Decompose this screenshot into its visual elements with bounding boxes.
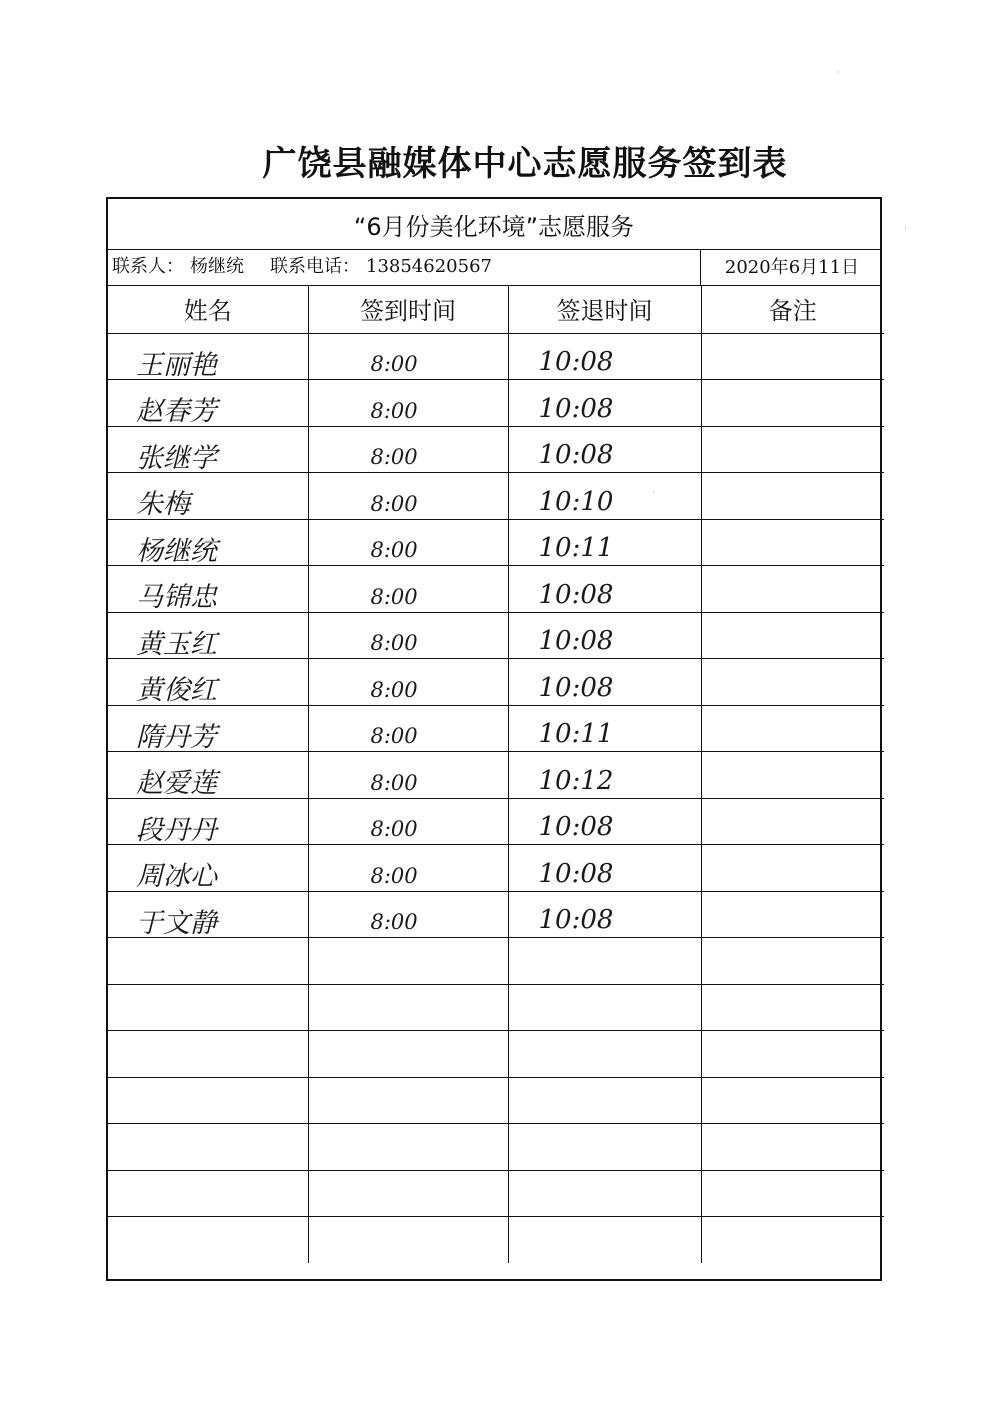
table-row — [108, 380, 884, 427]
cell-sign-out-time — [508, 566, 701, 613]
signature-name: 王丽艳 — [136, 349, 217, 380]
sign-in-time: 8:00 — [370, 631, 418, 656]
table-row — [108, 798, 884, 845]
cell-note — [701, 1170, 884, 1217]
scan-speck: · — [652, 488, 655, 498]
scan-speck: · — [836, 68, 839, 78]
cell-sign-out-time — [508, 333, 701, 380]
column-header-sign-in: 签到时间 — [308, 285, 508, 333]
signature-name: 马锦忠 — [136, 582, 217, 612]
cell-signature-name — [108, 798, 308, 845]
sheet-date: 2020年6月11日 — [700, 249, 883, 285]
contact-row — [108, 249, 880, 286]
sign-in-time: 8:00 — [370, 677, 418, 702]
cell-sign-in-time — [308, 612, 508, 659]
cell-signature-name — [108, 1217, 308, 1264]
cell-note — [701, 845, 884, 892]
cell-sign-out-time — [508, 473, 701, 520]
cell-signature-name — [108, 473, 308, 520]
cell-sign-in-time — [308, 752, 508, 799]
signature-name: 段丹丹 — [136, 814, 217, 845]
table-row — [108, 1124, 884, 1171]
cell-sign-in-time — [308, 1170, 508, 1217]
signature-name: 赵春芳 — [136, 396, 217, 426]
sign-out-time: 10:11 — [538, 719, 614, 750]
sign-out-time: 10:08 — [538, 393, 614, 424]
table-row — [108, 1217, 884, 1264]
cell-note — [701, 752, 884, 799]
table-row — [108, 566, 884, 613]
signature-name: 赵爱莲 — [136, 768, 217, 798]
table-row — [108, 752, 884, 799]
contact-phone-label: 联系电话： — [270, 256, 360, 277]
signature-name: 张继学 — [136, 442, 217, 473]
cell-sign-in-time — [308, 705, 508, 752]
cell-note — [701, 333, 884, 380]
cell-sign-out-time — [508, 752, 701, 799]
table-header-row — [108, 285, 884, 333]
cell-sign-in-time — [308, 380, 508, 427]
sign-out-time: 10:08 — [538, 905, 614, 936]
cell-sign-in-time — [308, 798, 508, 845]
contact-info — [112, 249, 498, 285]
signature-name: 于文静 — [136, 907, 217, 938]
sign-in-time: 8:00 — [370, 910, 418, 935]
table-row — [108, 519, 884, 566]
cell-sign-out-time — [508, 1124, 701, 1171]
sign-out-time: 10:08 — [538, 626, 614, 657]
cell-sign-out-time — [508, 984, 701, 1031]
cell-signature-name — [108, 1124, 308, 1171]
cell-sign-out-time — [508, 426, 701, 473]
table-row — [108, 984, 884, 1031]
sign-in-time: 8:00 — [370, 538, 418, 563]
sign-out-time: 10:08 — [538, 672, 614, 703]
cell-signature-name — [108, 612, 308, 659]
cell-sign-out-time — [508, 845, 701, 892]
cell-signature-name — [108, 519, 308, 566]
sign-in-time: 8:00 — [370, 398, 418, 423]
sign-out-time: 10:08 — [538, 812, 614, 843]
cell-sign-in-time — [308, 566, 508, 613]
cell-note — [701, 380, 884, 427]
table-row — [108, 705, 884, 752]
table-row — [108, 333, 884, 380]
sign-in-sheet — [106, 197, 882, 1281]
cell-note — [701, 659, 884, 706]
cell-sign-out-time — [508, 659, 701, 706]
contact-person-label: 联系人： — [112, 256, 184, 277]
cell-signature-name — [108, 752, 308, 799]
cell-sign-out-time — [508, 1031, 701, 1078]
table-row — [108, 659, 884, 706]
table-row — [108, 845, 884, 892]
sign-out-time: 10:08 — [538, 858, 614, 889]
table-row — [108, 1077, 884, 1124]
page-title: 广饶县融媒体中心志愿服务签到表 — [262, 144, 788, 184]
cell-note — [701, 938, 884, 985]
sign-in-time: 8:00 — [370, 770, 418, 795]
cell-note — [701, 1077, 884, 1124]
table-body — [108, 333, 884, 1263]
cell-sign-in-time — [308, 659, 508, 706]
cell-note — [701, 891, 884, 938]
cell-sign-out-time — [508, 612, 701, 659]
sign-in-time: 8:00 — [370, 491, 418, 516]
cell-note — [701, 705, 884, 752]
sign-in-table — [108, 285, 884, 1263]
sign-in-time: 8:00 — [370, 863, 418, 888]
cell-signature-name — [108, 380, 308, 427]
sign-out-time: 10:08 — [538, 579, 614, 610]
event-subtitle: “6月份美化环境”志愿服务 — [108, 199, 880, 250]
cell-sign-out-time — [508, 1077, 701, 1124]
cell-sign-in-time — [308, 426, 508, 473]
cell-note — [701, 612, 884, 659]
cell-sign-in-time — [308, 1077, 508, 1124]
cell-note — [701, 426, 884, 473]
cell-sign-in-time — [308, 984, 508, 1031]
table-row — [108, 426, 884, 473]
cell-sign-in-time — [308, 845, 508, 892]
cell-sign-out-time — [508, 1170, 701, 1217]
scan-speck: · — [904, 224, 907, 234]
sign-in-time: 8:00 — [370, 445, 418, 470]
cell-sign-out-time — [508, 1217, 701, 1264]
signature-name: 杨继统 — [136, 535, 217, 566]
cell-sign-in-time — [308, 891, 508, 938]
cell-sign-in-time — [308, 519, 508, 566]
cell-sign-in-time — [308, 1217, 508, 1264]
cell-sign-out-time — [508, 938, 701, 985]
cell-sign-in-time — [308, 473, 508, 520]
cell-sign-in-time — [308, 1031, 508, 1078]
cell-signature-name — [108, 659, 308, 706]
cell-sign-out-time — [508, 705, 701, 752]
cell-sign-out-time — [508, 798, 701, 845]
column-header-note: 备注 — [701, 285, 884, 333]
table-row — [108, 1031, 884, 1078]
signature-name: 隋丹芳 — [136, 721, 217, 752]
sign-in-time: 8:00 — [370, 724, 418, 749]
cell-sign-in-time — [308, 333, 508, 380]
sign-out-time: 10:12 — [538, 765, 614, 796]
sign-in-time: 8:00 — [370, 817, 418, 842]
table-row — [108, 1170, 884, 1217]
signature-name: 周冰心 — [136, 861, 217, 891]
cell-note — [701, 473, 884, 520]
cell-signature-name — [108, 891, 308, 938]
sign-out-time: 10:10 — [538, 486, 614, 517]
sign-in-time: 8:00 — [370, 584, 418, 609]
cell-sign-out-time — [508, 519, 701, 566]
cell-signature-name — [108, 1170, 308, 1217]
signature-name: 黄俊红 — [136, 675, 217, 705]
sign-out-time: 10:11 — [538, 533, 614, 564]
cell-signature-name — [108, 705, 308, 752]
cell-note — [701, 798, 884, 845]
table-row — [108, 473, 884, 520]
cell-signature-name — [108, 1031, 308, 1078]
cell-sign-out-time — [508, 380, 701, 427]
cell-signature-name — [108, 333, 308, 380]
sign-out-time: 10:08 — [538, 440, 614, 471]
cell-signature-name — [108, 938, 308, 985]
cell-signature-name — [108, 845, 308, 892]
cell-sign-out-time — [508, 891, 701, 938]
column-header-sign-out: 签退时间 — [508, 285, 701, 333]
signature-name: 朱梅 — [136, 489, 190, 519]
table-row — [108, 891, 884, 938]
cell-signature-name — [108, 1077, 308, 1124]
contact-phone: 13854620567 — [366, 256, 492, 277]
cell-note — [701, 566, 884, 613]
table-row — [108, 612, 884, 659]
cell-note — [701, 1124, 884, 1171]
table-row — [108, 938, 884, 985]
cell-signature-name — [108, 566, 308, 613]
cell-sign-in-time — [308, 1124, 508, 1171]
sign-out-time: 10:08 — [538, 347, 614, 378]
cell-signature-name — [108, 984, 308, 1031]
signature-name: 黄玉红 — [136, 628, 217, 659]
cell-note — [701, 984, 884, 1031]
contact-person: 杨继统 — [190, 256, 244, 277]
cell-note — [701, 1217, 884, 1264]
sign-in-time: 8:00 — [370, 352, 418, 377]
cell-signature-name — [108, 426, 308, 473]
cell-sign-in-time — [308, 938, 508, 985]
cell-note — [701, 519, 884, 566]
cell-note — [701, 1031, 884, 1078]
column-header-name: 姓名 — [108, 285, 308, 333]
